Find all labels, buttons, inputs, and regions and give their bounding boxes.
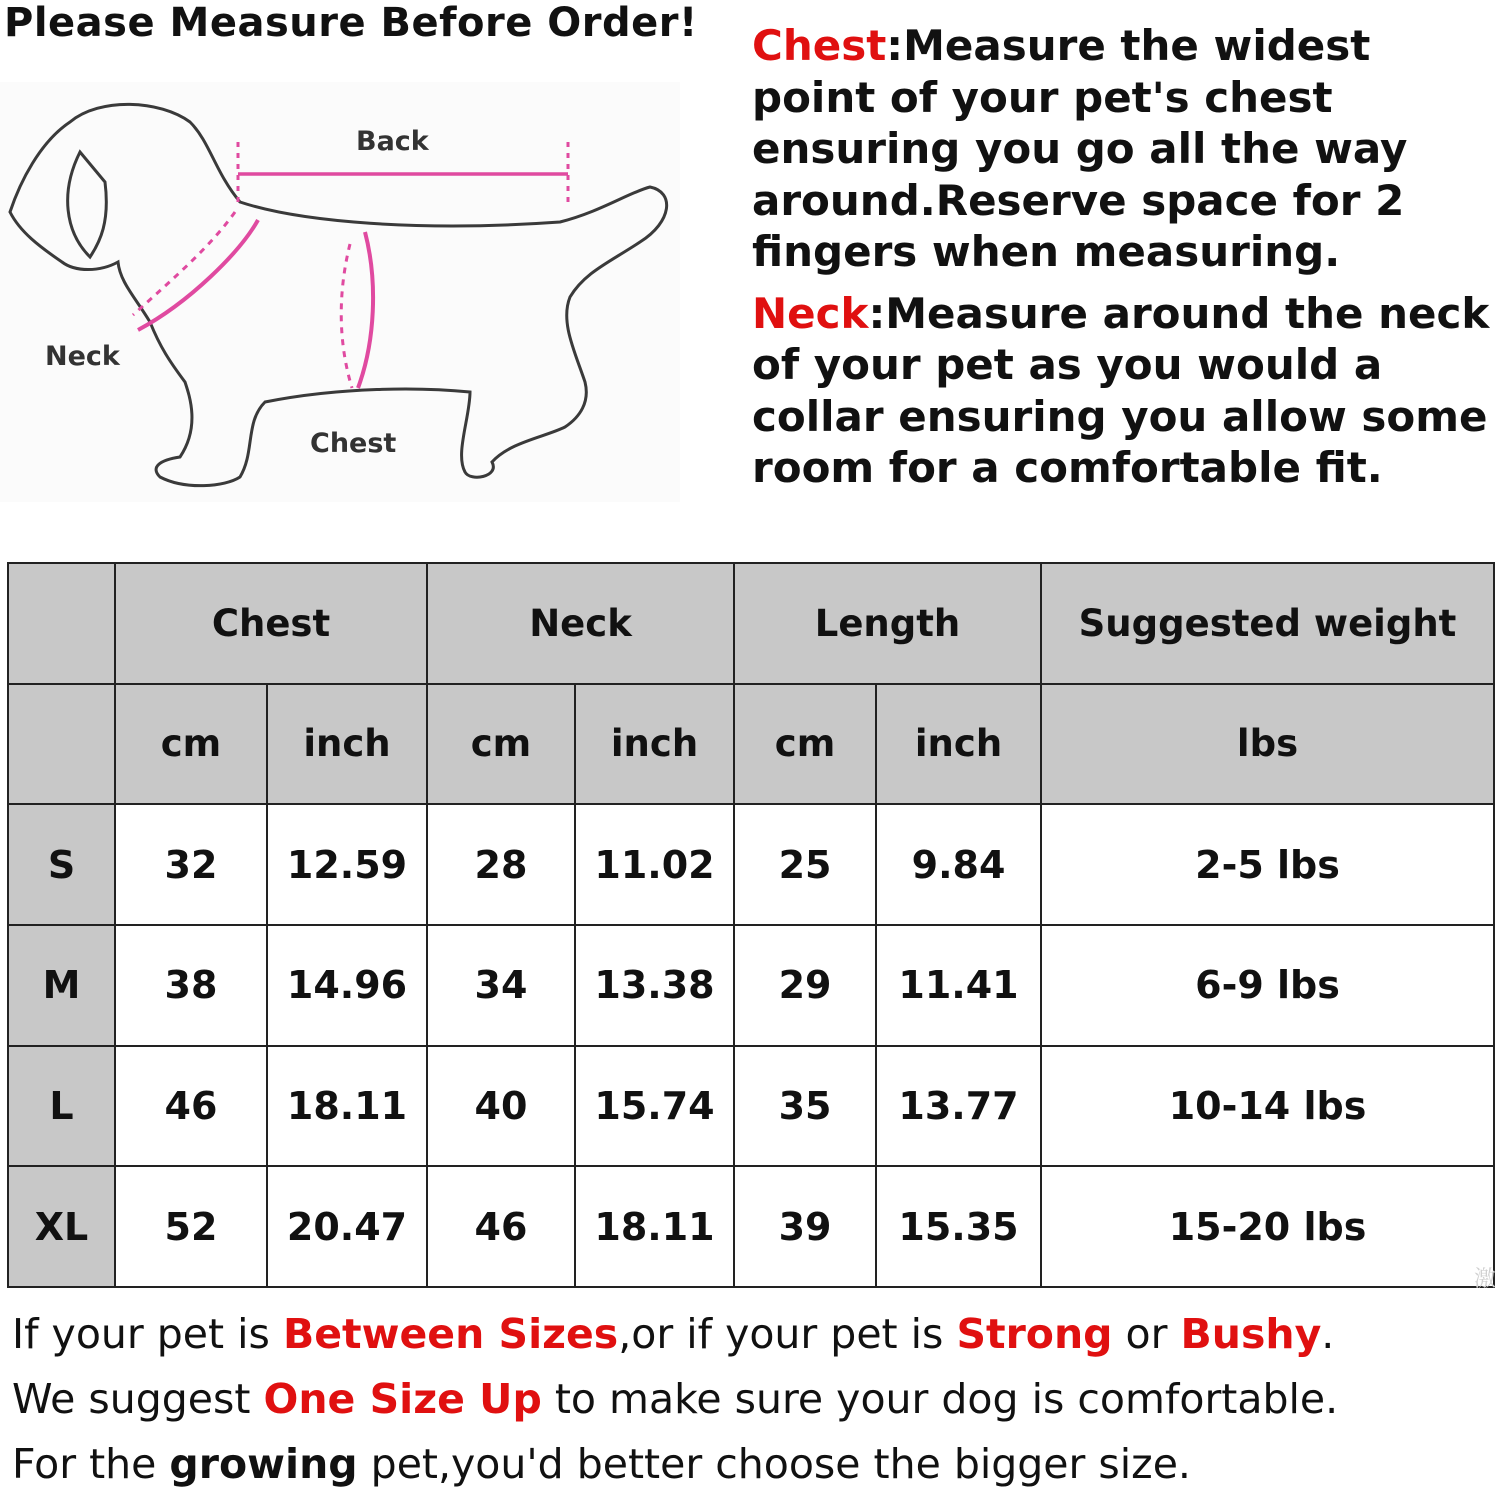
unit-header-chest-inch: inch bbox=[267, 684, 427, 805]
weight-cell: 10-14 lbs bbox=[1041, 1046, 1494, 1167]
advice-1-text-c: ,or if your pet is bbox=[618, 1310, 957, 1358]
chest-cm-cell: 32 bbox=[115, 804, 267, 925]
weight-cell: 6-9 lbs bbox=[1041, 925, 1494, 1046]
advice-line-1 bbox=[12, 1302, 1492, 1367]
size-cell: M bbox=[8, 925, 115, 1046]
advice-strong: Strong bbox=[956, 1310, 1113, 1358]
length-group-header: Length bbox=[734, 563, 1041, 684]
chest-note-term: Chest bbox=[752, 21, 887, 70]
neck-cm-cell: 40 bbox=[427, 1046, 575, 1167]
advice-line-3 bbox=[12, 1432, 1492, 1497]
neck-cm-cell: 28 bbox=[427, 804, 575, 925]
unit-header-chest-cm: cm bbox=[115, 684, 267, 805]
dog-outline-illustration bbox=[0, 82, 680, 502]
neck-group-header: Neck bbox=[427, 563, 734, 684]
watermark-glyph: 激 bbox=[1473, 1267, 1496, 1292]
advice-bushy: Bushy bbox=[1180, 1310, 1322, 1358]
neck-note bbox=[752, 288, 1497, 494]
length-cm-cell: 25 bbox=[734, 804, 876, 925]
advice-1-text-g: . bbox=[1321, 1310, 1335, 1358]
dog-measurement-diagram bbox=[0, 82, 680, 502]
chest-cm-cell: 52 bbox=[115, 1166, 267, 1287]
chest-label: Chest bbox=[310, 428, 397, 459]
neck-inch-cell: 11.02 bbox=[575, 804, 734, 925]
length-cm-cell: 35 bbox=[734, 1046, 876, 1167]
advice-1-text-a: If your pet is bbox=[12, 1310, 283, 1358]
back-label: Back bbox=[356, 126, 429, 157]
chest-inch-cell: 12.59 bbox=[267, 804, 427, 925]
advice-growing: growing bbox=[169, 1440, 358, 1488]
length-cm-cell: 39 bbox=[734, 1166, 876, 1287]
length-cm-cell: 29 bbox=[734, 925, 876, 1046]
neck-note-term: Neck bbox=[752, 288, 869, 338]
neck-inch-cell: 15.74 bbox=[575, 1046, 734, 1167]
chest-cm-cell: 38 bbox=[115, 925, 267, 1046]
advice-between-sizes: Between Sizes bbox=[282, 1310, 619, 1358]
unit-header-neck-inch: inch bbox=[575, 684, 734, 805]
advice-one-size-up: One Size Up bbox=[263, 1375, 542, 1423]
chest-cm-cell: 46 bbox=[115, 1046, 267, 1167]
unit-header-length-cm: cm bbox=[734, 684, 876, 805]
advice-3-text-c: pet,you'd better choose the bigger size. bbox=[357, 1440, 1191, 1488]
advice-line-2 bbox=[12, 1367, 1492, 1432]
chest-group-header: Chest bbox=[115, 563, 427, 684]
table-corner-cell bbox=[8, 563, 115, 684]
advice-1-text-e: or bbox=[1112, 1310, 1181, 1358]
advice-2-text-a: We suggest bbox=[12, 1375, 264, 1423]
neck-inch-cell: 13.38 bbox=[575, 925, 734, 1046]
unit-header-length-inch: inch bbox=[876, 684, 1041, 805]
length-inch-cell: 9.84 bbox=[876, 804, 1041, 925]
weight-cell: 2-5 lbs bbox=[1041, 804, 1494, 925]
neck-inch-cell: 18.11 bbox=[575, 1166, 734, 1287]
chest-note bbox=[752, 20, 1497, 278]
size-cell: L bbox=[8, 1046, 115, 1167]
advice-2-text-c: to make sure your dog is comfortable. bbox=[541, 1375, 1339, 1423]
chest-note-text: :Measure the widest point of your pet's chest ensuring you go all the way around.Reserve space for 2 fingers when measuring. bbox=[752, 21, 1408, 276]
length-inch-cell: 13.77 bbox=[876, 1046, 1041, 1167]
neck-label: Neck bbox=[45, 341, 120, 372]
chest-inch-cell: 14.96 bbox=[267, 925, 427, 1046]
weight-group-header: Suggested weight bbox=[1041, 563, 1494, 684]
size-chart-table bbox=[7, 562, 1495, 1288]
chest-inch-cell: 20.47 bbox=[267, 1166, 427, 1287]
unit-header-weight-lbs: lbs bbox=[1041, 684, 1494, 805]
size-cell: XL bbox=[8, 1166, 115, 1287]
neck-cm-cell: 34 bbox=[427, 925, 575, 1046]
measurement-notes bbox=[752, 20, 1497, 504]
advice-3-text-a: For the bbox=[12, 1440, 170, 1488]
size-cell: S bbox=[8, 804, 115, 925]
sizing-advice bbox=[12, 1302, 1492, 1497]
table-row bbox=[8, 1166, 1494, 1287]
table-corner-cell-2 bbox=[8, 684, 115, 805]
unit-header-neck-cm: cm bbox=[427, 684, 575, 805]
table-group-header-row bbox=[8, 563, 1494, 684]
neck-note-text: :Measure around the neck of your pet as you would a collar ensuring you allow some room for a comfortable fit. bbox=[752, 288, 1490, 492]
length-inch-cell: 15.35 bbox=[876, 1166, 1041, 1287]
weight-cell: 15-20 lbs bbox=[1041, 1166, 1494, 1287]
chest-inch-cell: 18.11 bbox=[267, 1046, 427, 1167]
neck-cm-cell: 46 bbox=[427, 1166, 575, 1287]
table-row bbox=[8, 1046, 1494, 1167]
table-row bbox=[8, 925, 1494, 1046]
page-headline: Please Measure Before Order! bbox=[4, 0, 698, 46]
table-row bbox=[8, 804, 1494, 925]
length-inch-cell: 11.41 bbox=[876, 925, 1041, 1046]
table-unit-header-row bbox=[8, 684, 1494, 805]
